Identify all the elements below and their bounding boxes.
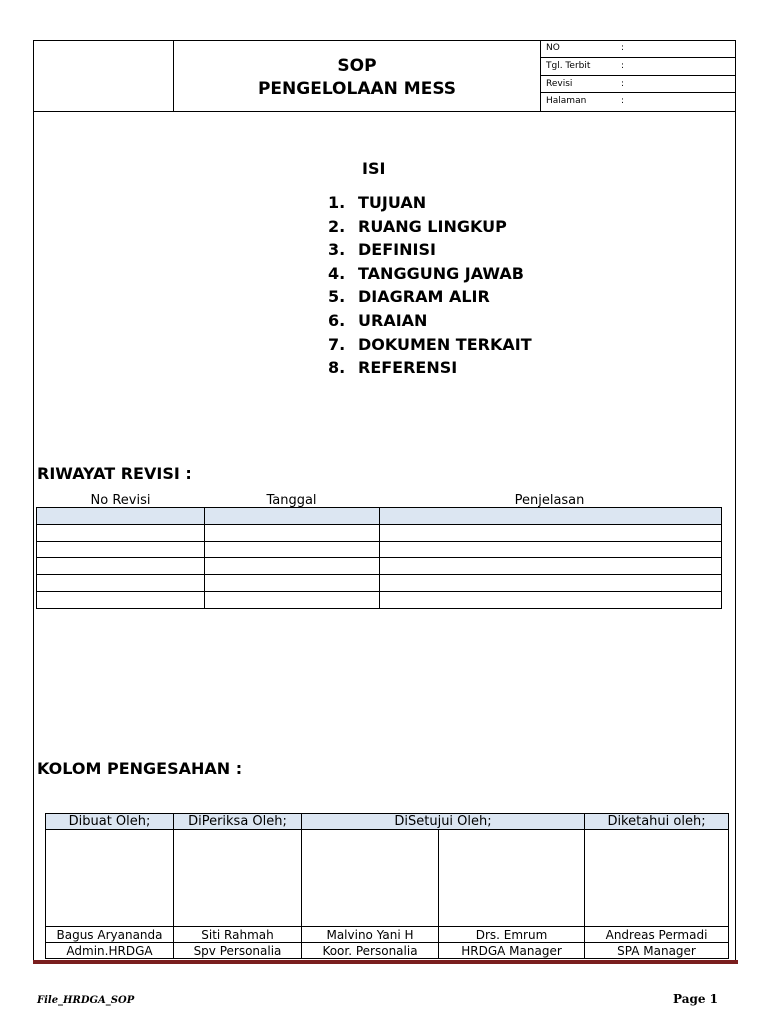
item-number: 6. [328, 310, 346, 330]
signer-role: Spv Personalia [174, 943, 302, 959]
item-label: DOKUMEN TERKAIT [358, 334, 532, 354]
table-row [37, 575, 722, 592]
frame-bottom-bar [33, 960, 738, 964]
table-row [37, 541, 722, 558]
signer-name: Andreas Permadi [585, 927, 729, 943]
item-label: TANGGUNG JAWAB [358, 263, 524, 283]
meta-row-halaman [541, 93, 736, 111]
contents-item [328, 335, 532, 359]
signature-cell [46, 830, 174, 927]
item-number: 7. [328, 334, 346, 354]
signer-name: Siti Rahmah [174, 927, 302, 943]
col-penjelasan: Penjelasan [514, 493, 585, 507]
footer-page-number: Page 1 [673, 992, 719, 1006]
item-number: 2. [328, 216, 346, 236]
signature-cell [439, 830, 585, 927]
signer-name: Bagus Aryananda [46, 927, 174, 943]
contents-item [328, 311, 532, 335]
meta-colon: : [621, 78, 625, 89]
table-row [37, 524, 722, 541]
contents-item [328, 358, 532, 382]
item-label: REFERENSI [358, 358, 458, 378]
item-label: RUANG LINGKUP [358, 216, 507, 236]
item-label: DEFINISI [358, 240, 436, 260]
item-label: TUJUAN [358, 193, 427, 212]
meta-label: Tgl. Terbit [546, 60, 591, 71]
col-no-revisi: No Revisi [90, 493, 151, 507]
col-tanggal: Tanggal [266, 493, 317, 507]
signature-cell [585, 830, 729, 927]
meta-row-tgl-terbit [541, 58, 736, 76]
table-row [37, 558, 722, 575]
revision-heading: RIWAYAT REVISI : [37, 464, 192, 483]
meta-label: Revisi [546, 78, 573, 89]
header-diperiksa: DiPeriksa Oleh; [174, 814, 302, 830]
meta-label: Halaman [546, 96, 587, 107]
contents-list [328, 193, 532, 382]
signer-role: Koor. Personalia [302, 943, 439, 959]
table-row [37, 508, 722, 525]
table-row [37, 591, 722, 608]
header-disetujui: DiSetujui Oleh; [302, 814, 585, 830]
contents-item [328, 217, 532, 241]
item-label: URAIAN [358, 310, 428, 330]
meta-label: NO [546, 43, 560, 53]
title-cell [174, 40, 541, 111]
item-number: 4. [328, 263, 346, 283]
revision-column-labels [37, 493, 720, 507]
signer-name: Malvino Yani H [302, 927, 439, 943]
contents-item [328, 264, 532, 288]
meta-colon: : [621, 60, 625, 71]
meta-colon: : [621, 43, 625, 53]
header-diketahui: Diketahui oleh; [585, 814, 729, 830]
item-number: 1. [328, 193, 346, 212]
approval-table [45, 813, 729, 959]
meta-colon: : [621, 96, 625, 107]
contents-item [328, 193, 532, 217]
role-row [46, 943, 729, 959]
signer-role: SPA Manager [585, 943, 729, 959]
meta-row-no [541, 40, 736, 58]
document-header [33, 40, 736, 112]
meta-table [541, 40, 736, 111]
meta-row-revisi [541, 76, 736, 94]
approval-heading: KOLOM PENGESAHAN : [37, 759, 243, 778]
item-number: 5. [328, 287, 346, 307]
doc-title-sop: SOP [337, 56, 377, 76]
signature-cell [174, 830, 302, 927]
name-row [46, 927, 729, 943]
contents-item [328, 287, 532, 311]
header-dibuat: Dibuat Oleh; [46, 814, 174, 830]
doc-title-main: PENGELOLAAN MESS [257, 79, 457, 99]
footer-file-name: File_HRDGA_SOP [37, 995, 135, 1006]
signer-role: Admin.HRDGA [46, 943, 174, 959]
item-number: 3. [328, 240, 346, 260]
table-row [46, 814, 729, 830]
item-number: 8. [328, 358, 346, 378]
signer-role: HRDGA Manager [439, 943, 585, 959]
contents-item [328, 240, 532, 264]
item-label: DIAGRAM ALIR [358, 287, 490, 307]
revision-table [36, 507, 722, 609]
contents-title: ISI [362, 159, 386, 178]
logo-cell [33, 40, 174, 111]
signature-row [46, 830, 729, 927]
signature-cell [302, 830, 439, 927]
signer-name: Drs. Emrum [439, 927, 585, 943]
